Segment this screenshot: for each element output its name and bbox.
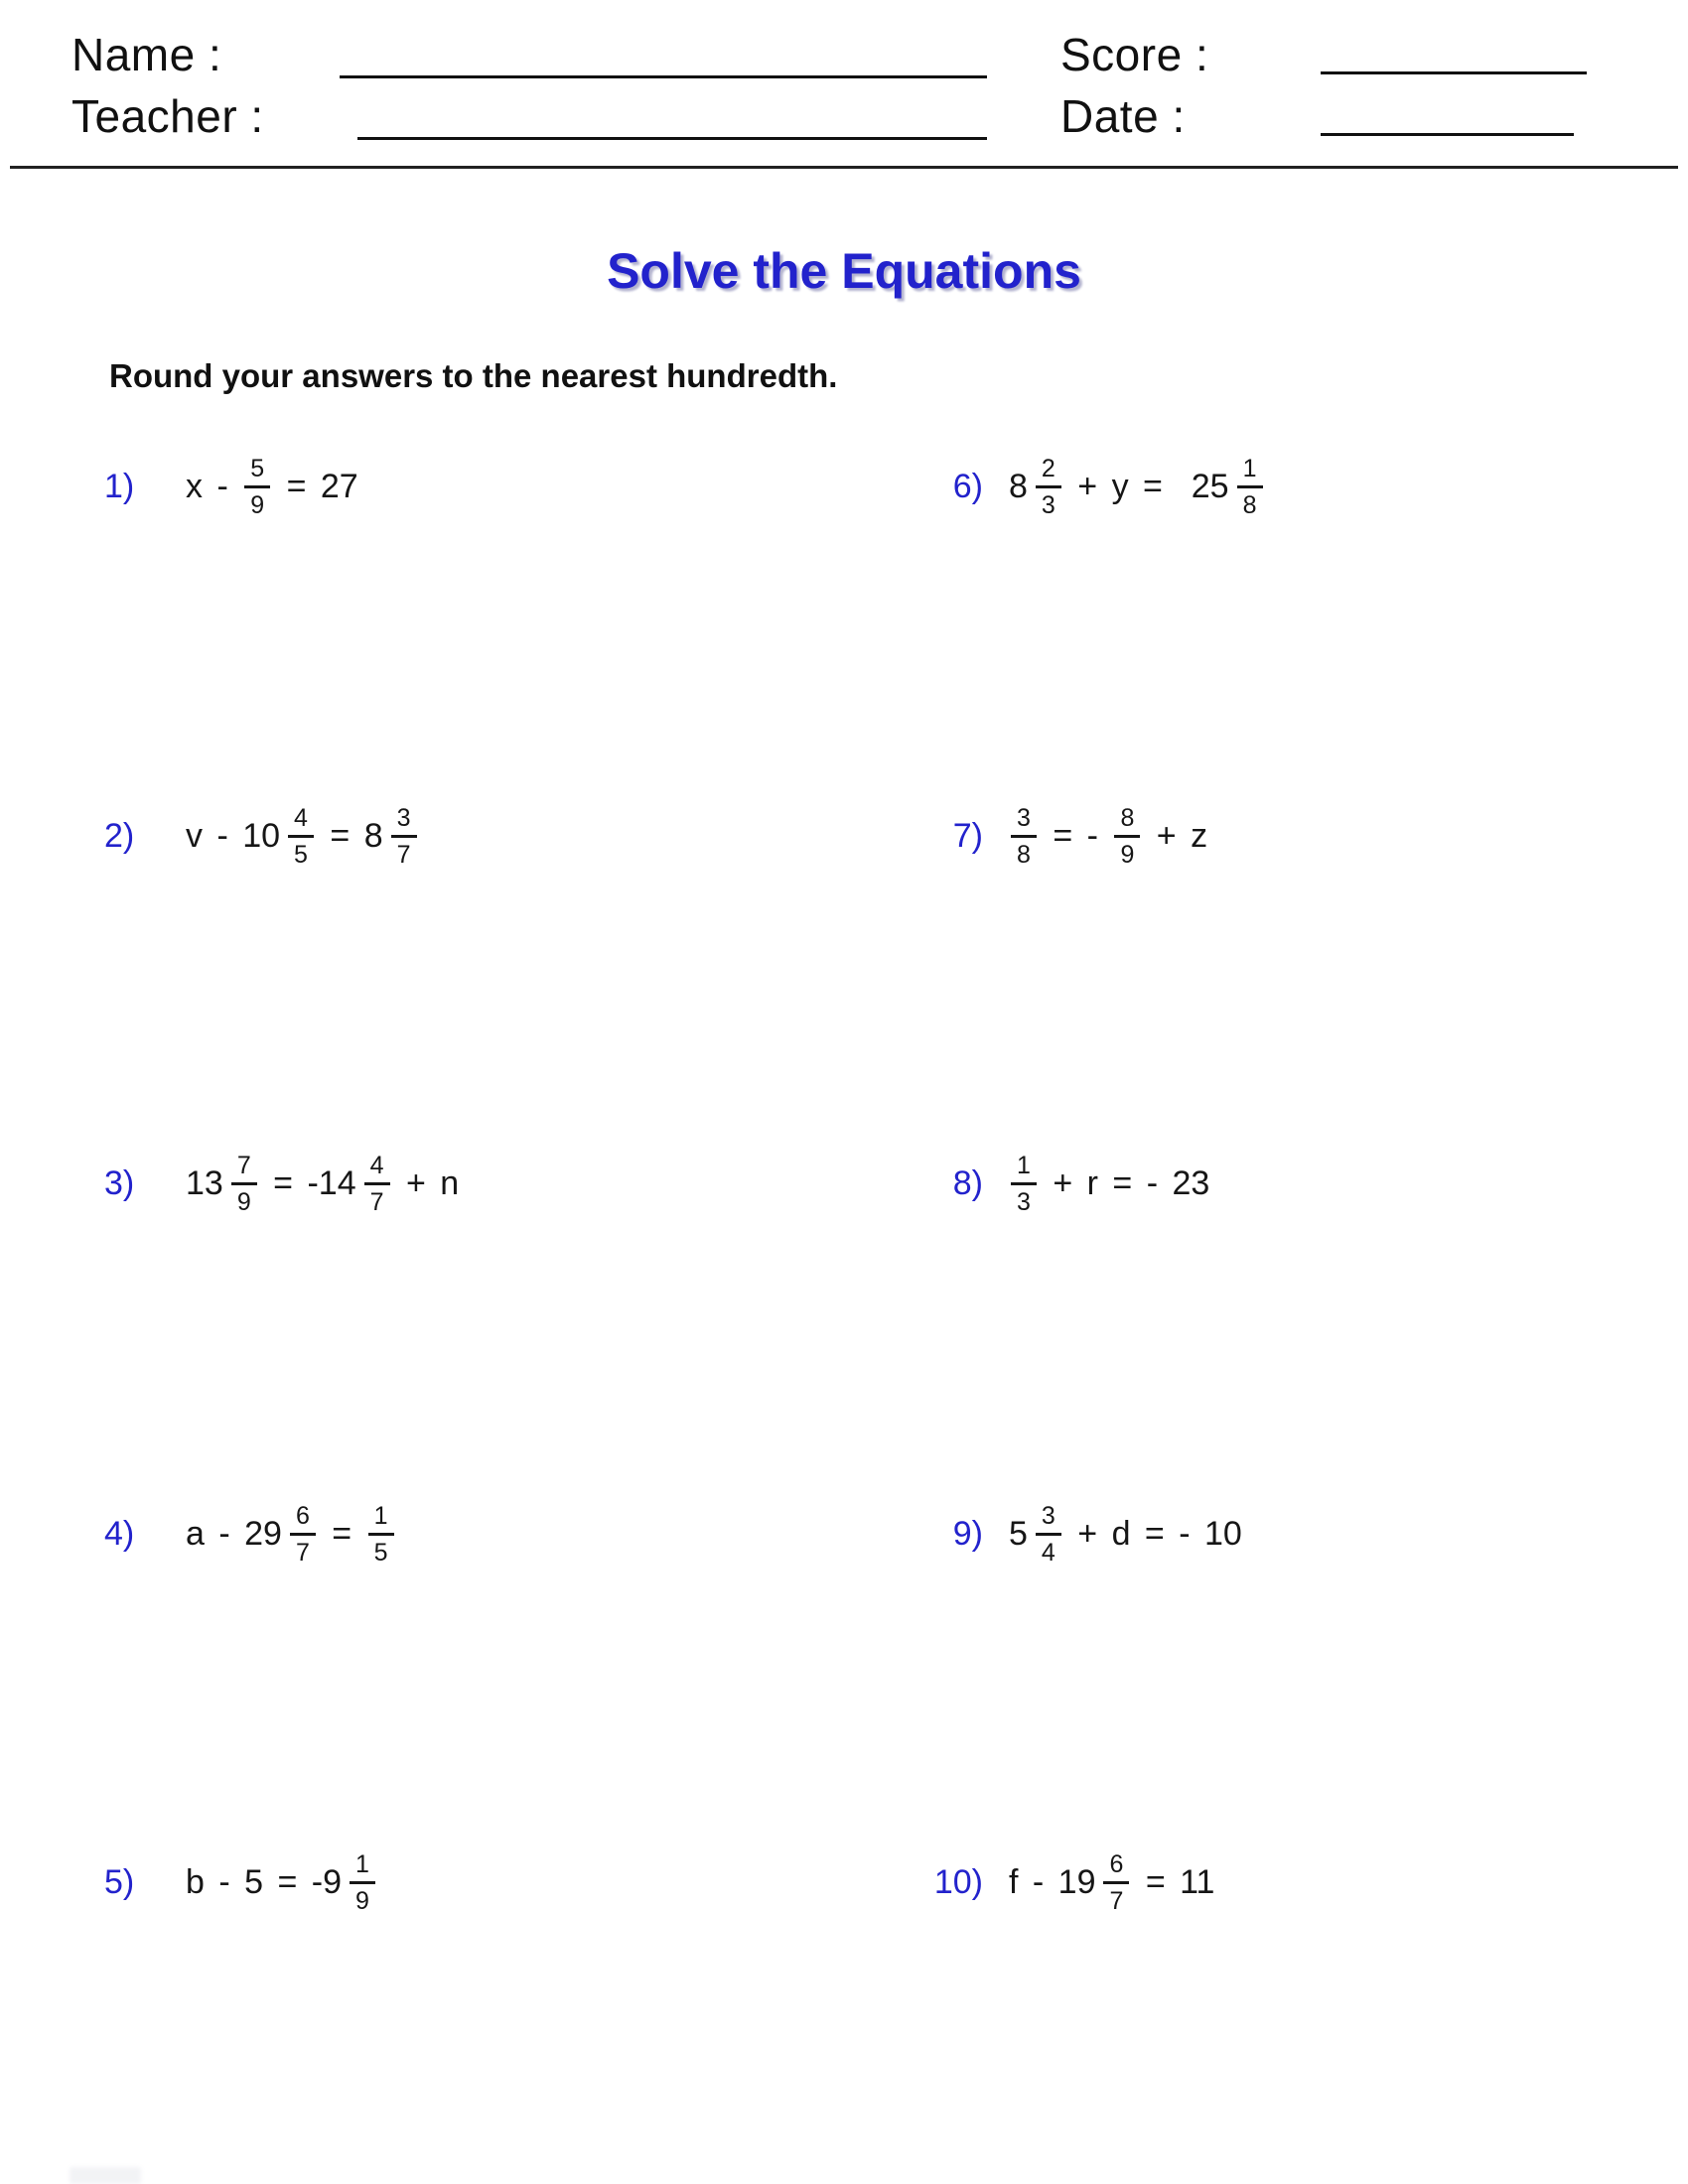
problem-6	[927, 422, 1265, 551]
equation-text: + y = 25	[1062, 467, 1229, 505]
fraction	[1011, 803, 1037, 870]
fraction-denominator: 7	[1109, 1886, 1124, 1915]
fraction-denominator: 9	[236, 1187, 251, 1216]
problem-4	[104, 1469, 396, 1598]
fraction	[290, 1501, 316, 1568]
fraction	[1237, 454, 1263, 520]
fraction-numerator: 6	[290, 1501, 316, 1536]
problem-3	[104, 1119, 459, 1248]
problem-number: 1)	[104, 467, 135, 505]
problem-number: 2)	[104, 816, 135, 855]
fraction-denominator: 5	[294, 840, 308, 869]
fraction-denominator: 4	[1041, 1538, 1055, 1567]
problem-number: 9)	[952, 1514, 983, 1553]
fraction-denominator: 5	[373, 1538, 388, 1567]
problem-2	[104, 771, 419, 900]
equation-text: = 8	[315, 816, 383, 855]
equation-text: + d = - 10	[1062, 1514, 1242, 1553]
fraction	[231, 1151, 257, 1217]
fraction	[364, 1151, 390, 1217]
fraction-numerator: 5	[244, 454, 270, 488]
fraction	[1011, 1151, 1037, 1217]
equation-text: 13	[186, 1163, 223, 1202]
problem-number: 3)	[104, 1163, 135, 1202]
fraction-numerator: 3	[391, 803, 417, 838]
equation	[186, 803, 419, 870]
equation	[1009, 1151, 1209, 1217]
problem-number: 6)	[952, 467, 983, 505]
fraction	[244, 454, 270, 520]
fraction-denominator: 8	[1017, 840, 1031, 869]
equation-text: f - 19	[1009, 1862, 1096, 1901]
equation	[186, 1849, 377, 1916]
fraction	[1114, 803, 1140, 870]
fraction-numerator: 8	[1114, 803, 1140, 838]
problem-5	[104, 1818, 377, 1947]
fraction-numerator: 1	[368, 1501, 394, 1536]
equation	[186, 1151, 459, 1217]
fraction	[1036, 454, 1061, 520]
equation-text: a - 29	[186, 1514, 282, 1553]
problem-number: 5)	[104, 1862, 135, 1901]
page-bottom-artifact	[70, 2167, 141, 2184]
fraction-denominator: 7	[396, 840, 411, 869]
problem-7	[927, 771, 1207, 900]
equation-text: + r = - 23	[1038, 1163, 1210, 1202]
equation	[1009, 1501, 1242, 1568]
header-divider	[10, 166, 1678, 169]
fraction-denominator: 3	[1041, 490, 1055, 519]
fraction	[1036, 1501, 1061, 1568]
instruction: Round your answers to the nearest hundredth.	[109, 357, 838, 394]
equation	[1009, 454, 1265, 520]
date-underline	[1321, 133, 1574, 136]
equation	[1009, 1849, 1214, 1916]
name-label: Name :	[71, 29, 222, 80]
fraction-numerator: 1	[350, 1849, 375, 1884]
fraction-denominator: 9	[355, 1886, 369, 1915]
equation-text: 5	[1009, 1514, 1028, 1553]
problem-8	[927, 1119, 1209, 1248]
equation-text: = 27	[272, 467, 358, 505]
equation-text: =	[317, 1514, 366, 1553]
equation-text: = -14	[258, 1163, 356, 1202]
equation	[186, 1501, 396, 1568]
equation-text: + z	[1142, 816, 1208, 855]
fraction	[1103, 1849, 1129, 1916]
problem-10	[927, 1818, 1214, 1947]
fraction-denominator: 7	[295, 1538, 310, 1567]
score-underline	[1321, 71, 1587, 74]
fraction-denominator: 9	[250, 490, 265, 519]
fraction-numerator: 2	[1036, 454, 1061, 488]
equation	[1009, 803, 1207, 870]
fraction-denominator: 9	[1120, 840, 1135, 869]
problem-number: 8)	[952, 1163, 983, 1202]
equation-text: v - 10	[186, 816, 281, 855]
fraction-denominator: 7	[369, 1187, 384, 1216]
equation-text: = -	[1038, 816, 1113, 855]
fraction-numerator: 1	[1237, 454, 1263, 488]
teacher-underline	[357, 137, 987, 140]
fraction	[288, 803, 314, 870]
equation-text: x -	[186, 467, 243, 505]
score-label: Score :	[1060, 29, 1209, 80]
date-label: Date :	[1060, 90, 1186, 142]
equation-text: 8	[1009, 467, 1028, 505]
fraction-numerator: 7	[231, 1151, 257, 1185]
equation-text: b - 5 = -9	[186, 1862, 343, 1901]
problem-1	[104, 422, 358, 551]
fraction-denominator: 8	[1242, 490, 1257, 519]
fraction-numerator: 3	[1011, 803, 1037, 838]
problem-number: 4)	[104, 1514, 135, 1553]
fraction-numerator: 3	[1036, 1501, 1061, 1536]
teacher-label: Teacher :	[71, 90, 264, 142]
fraction-denominator: 3	[1017, 1187, 1031, 1216]
fraction-numerator: 4	[364, 1151, 390, 1185]
equation-text: = 11	[1131, 1862, 1215, 1901]
fraction	[391, 803, 417, 870]
fraction-numerator: 4	[288, 803, 314, 838]
problem-number: 10)	[933, 1862, 983, 1901]
problem-number: 7)	[952, 816, 983, 855]
fraction	[368, 1501, 394, 1568]
page-title: Solve the Equations	[607, 243, 1081, 299]
problem-9	[927, 1469, 1242, 1598]
fraction-numerator: 1	[1011, 1151, 1037, 1185]
equation	[186, 454, 358, 520]
name-underline	[340, 75, 987, 78]
equation-text: + n	[391, 1163, 460, 1202]
fraction-numerator: 6	[1103, 1849, 1129, 1884]
fraction	[350, 1849, 375, 1916]
